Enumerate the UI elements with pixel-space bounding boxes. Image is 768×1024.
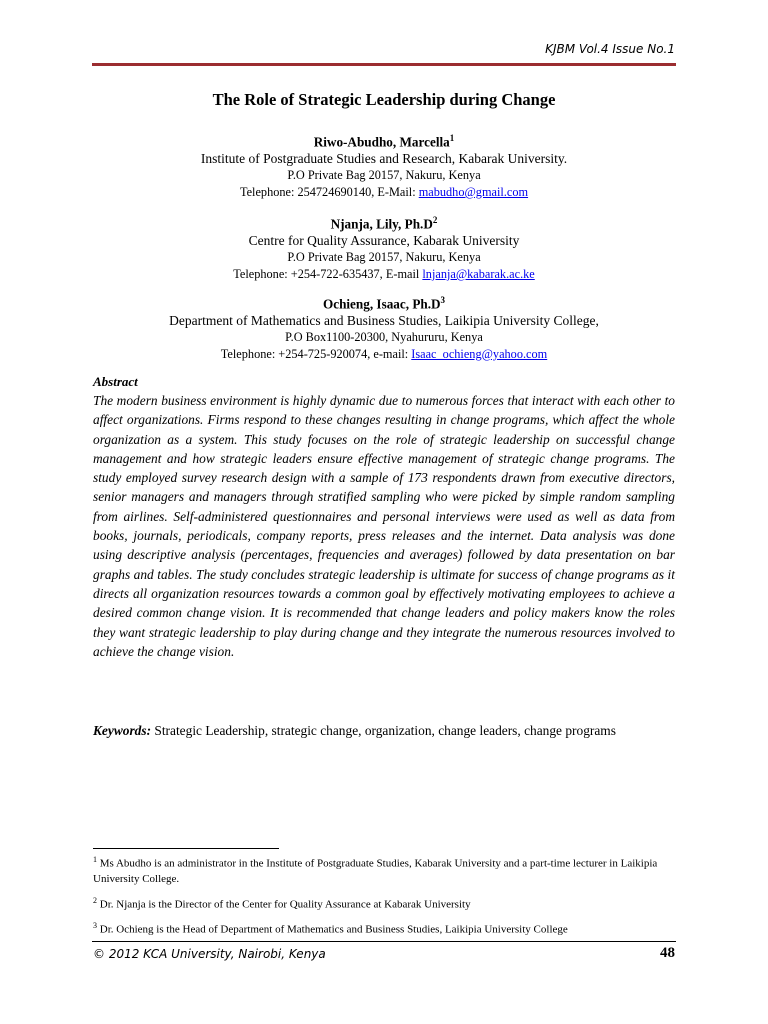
footer-rule <box>92 941 676 942</box>
author-address: P.O Private Bag 20157, Nakuru, Kenya <box>287 250 481 265</box>
author-affiliation: Department of Mathematics and Business Studies, Laikipia University College, <box>169 312 599 328</box>
footnote-number: 2 <box>93 895 97 905</box>
keywords-label: Keywords: <box>93 723 152 738</box>
copyright-notice: © 2012 KCA University, Nairobi, Kenya <box>93 947 326 961</box>
page-number: 48 <box>660 945 675 961</box>
header-rule <box>92 63 676 66</box>
author-address: P.O Private Bag 20157, Nakuru, Kenya <box>287 168 481 183</box>
author-block <box>92 212 676 282</box>
author-email-link[interactable]: mabudho@gmail.com <box>418 184 529 199</box>
footnote-text: Dr. Njanja is the Director of the Center for Quality Assurance at Kabarak University <box>99 898 471 911</box>
author-block <box>92 130 676 200</box>
keywords-text: Strategic Leadership, strategic change, organization, change leaders, change programs <box>154 723 616 738</box>
footnote-rule <box>93 848 279 849</box>
author-name: Njanja, Lily, $Ph.D^2$ <box>330 215 438 232</box>
author-name: Ochieng, Isaac, $Ph.D^3$ <box>322 295 446 312</box>
author-email-link[interactable]: lnjanja@kabarak.ac.ke <box>422 266 535 281</box>
author-name: Riwo-Abudho, Marcella$^1$ <box>313 133 455 150</box>
author-contact: Telephone: +254-725-920074, e-mail: Isaac_ochieng@yahoo.com <box>220 346 548 361</box>
author-affiliation: Institute of Postgraduate Studies and Research, Kabarak University. <box>200 150 568 166</box>
footnote <box>93 918 675 938</box>
running-head: KJBM Vol.4 Issue No.1 <box>545 42 675 56</box>
footnote <box>93 893 675 913</box>
footnote-number: 3 <box>93 921 97 931</box>
author-contact: Telephone: +254-722-635437, E-mail lnjanja@kabarak.ac.ke <box>233 266 535 281</box>
author-block <box>92 292 676 362</box>
author-footnote-mark: 2 <box>432 215 438 225</box>
abstract-heading: Abstract <box>93 374 138 389</box>
author-affiliation: Centre for Quality Assurance, Kabarak University <box>248 232 520 248</box>
author-address: P.O Box1100-20300, Nyahururu, Kenya <box>285 330 483 345</box>
paper-title: The Role of Strategic Leadership during Change <box>212 90 556 109</box>
footnote-text: Ms Abudho is an administrator in the Institute of Postgraduate Studies, Kabarak University and a part-time lecturer in Laikipia University College. <box>93 857 658 885</box>
footnote-number: 1 <box>93 855 97 864</box>
author-email-link[interactable]: Isaac_ochieng@yahoo.com <box>411 346 548 361</box>
footnotes <box>93 852 675 944</box>
author-contact: Telephone: 254724690140, E-Mail: mabudho@gmail.com <box>239 184 529 199</box>
author-footnote-mark: 1 <box>449 133 455 143</box>
footnote-text: Dr. Ochieng is the Head of Department of Mathematics and Business Studies, Laikipia University College <box>99 923 568 936</box>
author-footnote-mark: 3 <box>440 295 446 305</box>
footnote <box>93 852 675 887</box>
abstract-text: The modern business environment is highly dynamic due to numerous forces that interact with each other to affect organizations. Firms respond to these changes resulting in change programs, which affect the whole organization as a system. This study focuses on the role of strategic leadership on successful change management and how strategic leaders ensure effective management of strategic change programs. The study employed survey research design with a sample of 173 respondents drawn from executive directors, senior managers and managers through stratified sampling who were picked by simple random sampling from airlines. Self-administered questionnaires and personal interviews were used as well as data from books, journals, periodicals, company reports, press releases and the internet. Data analysis was done using descriptive analysis (percentages, frequencies and averages) followed by data presentation on bar graphs and tables. The study concludes strategic leadership is ultimate for success of change programs as it directs all organization resources towards a common goal by effectively motivating employees to achieve a desired common change vision. It is recommended that change leaders and policy makers know the roles they want strategic leadership to play during change and they integrate the numerous resources involved to achieve the change vision. <box>93 393 675 659</box>
keywords-section <box>93 721 675 740</box>
